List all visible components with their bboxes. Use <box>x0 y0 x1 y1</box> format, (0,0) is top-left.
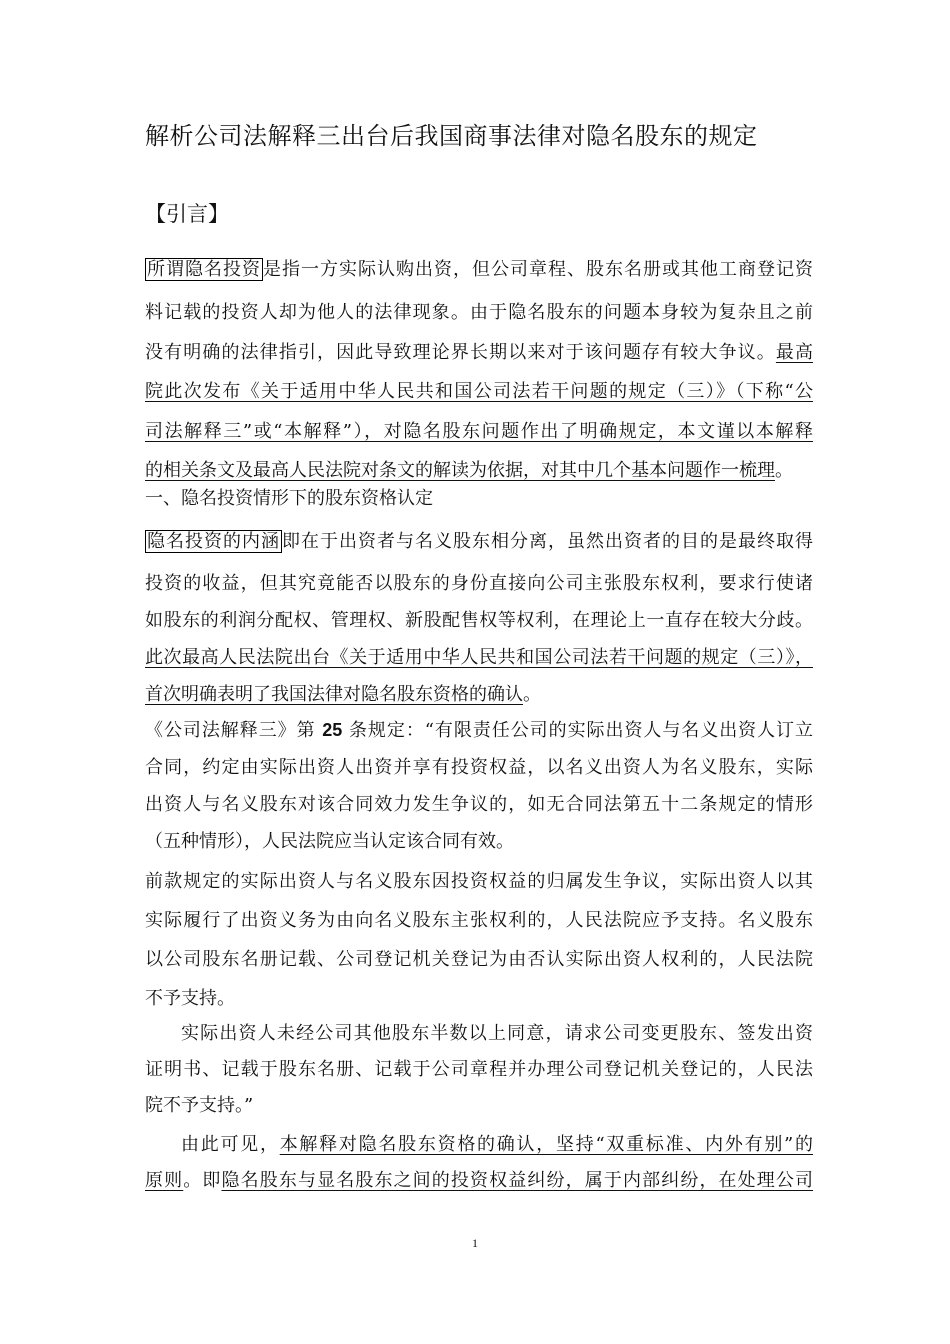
paragraph-article-25 <box>145 712 813 860</box>
text-line: 投资的收益，但其究竟能否以股东的身份直接向公司主张股东权利，要求行使诸 <box>145 573 813 594</box>
page-number: 1 <box>472 1236 478 1250</box>
document-title: 解析公司法解释三出台后我国商事法律对隐名股东的规定 <box>145 122 758 150</box>
text-line: 由此可见，本解释对隐名股东资格的确认，坚持“双重标准、内外有别”的 <box>181 1134 813 1155</box>
text-line: 不予支持。 <box>145 988 235 1009</box>
paragraph-conclusion <box>145 1127 813 1199</box>
text-line: 首次明确表明了我国法律对隐名股东资格的确认。 <box>145 684 541 705</box>
text-line: 实际履行了出资义务为由向名义股东主张权利的，人民法院应予支持。名义股东 <box>145 910 813 931</box>
paragraph-article-25-3 <box>145 1016 813 1124</box>
boxed-term: 所谓隐名投资 <box>147 259 261 280</box>
text-line: 院不予支持。” <box>145 1095 254 1116</box>
paragraph-intro <box>145 250 813 289</box>
section-heading: 一、隐名投资情形下的股东资格认定 <box>145 488 433 509</box>
intro-heading: 【引言】 <box>145 202 229 226</box>
text-line: 实际出资人未经公司其他股东半数以上同意，请求公司变更股东、签发出资 <box>181 1023 813 1044</box>
text-line: 院此次发布《关于适用中华人民共和国公司法若干问题的规定（三）》（下称“公 <box>145 381 813 402</box>
text-line: 的相关条文及最高人民法院对条文的解读为依据，对其中几个基本问题作一梳理。 <box>145 460 793 481</box>
text-line: 如股东的利润分配权、管理权、新股配售权等权利，在理论上一直存在较大分歧。 <box>145 610 813 631</box>
text-line: 司法解释三”或“本解释”），对隐名股东问题作出了明确规定，本文谨以本解释 <box>145 420 813 442</box>
text-line: 隐名投资的内涵 即在于出资者与名义股东相分离，虽然出资者的目的是最终取得 <box>147 531 813 552</box>
paragraph-intro-cont <box>145 293 813 491</box>
text-line: 所谓隐名投资 是指一方实际认购出资，但公司章程、股东名册或其他工商登记资 <box>147 259 813 280</box>
text-line: 合同，约定由实际出资人出资并享有投资权益，以名义出资人为名义股东，实际 <box>145 757 813 778</box>
text-line: 料记载的投资人却为他人的法律现象。由于隐名股东的问题本身较为复杂且之前 <box>145 302 813 323</box>
text-line: 前款规定的实际出资人与名义股东因投资权益的归属发生争议，实际出资人以其 <box>145 871 813 892</box>
paragraph-connotation-cont <box>145 565 813 713</box>
text-line: 原则。即隐名股东与显名股东之间的投资权益纠纷，属于内部纠纷，在处理公司 <box>145 1170 814 1191</box>
text-line: 以公司股东名册记载、公司登记机关登记为由否认实际出资人权利的，人民法院 <box>145 949 813 970</box>
paragraph-article-25-2 <box>145 862 813 1018</box>
text-line: 此次最高人民法院出台《关于适用中华人民共和国公司法若干问题的规定（三）》， <box>145 647 813 668</box>
paragraph-connotation <box>145 522 813 561</box>
text-line: （五种情形），人民法院应当认定该合同有效。 <box>145 831 514 852</box>
boxed-term: 隐名投资的内涵 <box>147 531 280 552</box>
text-line: 没有明确的法律指引，因此导致理论界长期以来对于该问题存有较大争议。最高 <box>145 341 814 363</box>
text-line: 《公司法解释三》第 25 条规定：“有限责任公司的实际出资人与名义出资人订立 <box>145 720 814 741</box>
text-line: 出资人与名义股东对该合同效力发生争议的，如无合同法第五十二条规定的情形 <box>145 794 813 815</box>
text-line: 证明书、记载于股东名册、记载于公司章程并办理公司登记机关登记的，人民法 <box>145 1059 813 1080</box>
